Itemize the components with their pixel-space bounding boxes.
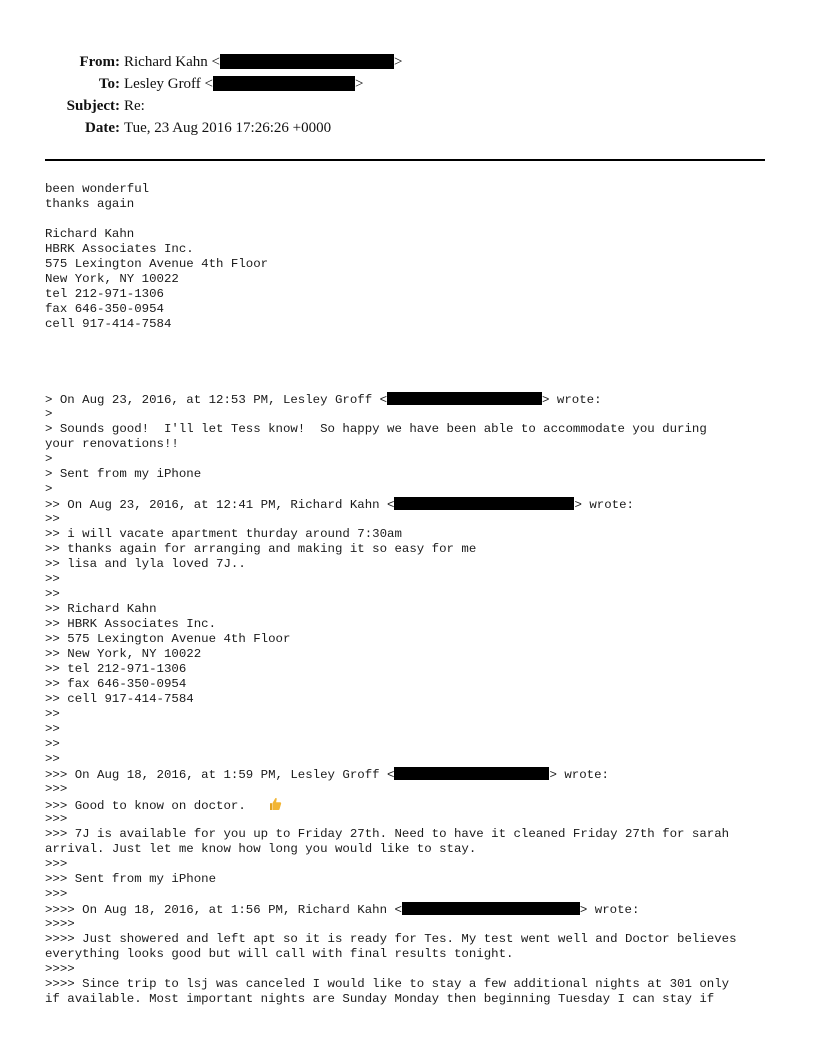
quote-line: your renovations!! [45, 437, 179, 451]
quote-line: >> cell 917-414-7584 [45, 692, 194, 706]
date-label: Date: [85, 120, 120, 136]
blank-lines [45, 332, 775, 392]
quote-line: >> tel 212-971-1306 [45, 662, 187, 676]
subject-label: Subject: [66, 98, 120, 114]
header-divider [45, 159, 765, 161]
redaction-block [387, 392, 542, 405]
quote-line: >>> [45, 812, 68, 826]
quote-line: >> [45, 752, 60, 766]
quote-line: >> thanks again for arranging and making it so easy for me [45, 542, 477, 556]
quote-line: >> New York, NY 10022 [45, 647, 202, 661]
redaction-block [220, 54, 394, 69]
quote-line: > Sent from my iPhone [45, 467, 202, 481]
to-name: Lesley Groff < [124, 76, 213, 92]
body-line: thanks again [45, 197, 135, 211]
quote-line-text: >>> Good to know on doctor. [45, 799, 261, 813]
from-name: Richard Kahn < [124, 54, 220, 70]
blank-line [45, 212, 775, 227]
quote-line: >> [45, 737, 60, 751]
quote-line: >>> Sent from my iPhone [45, 872, 217, 886]
signature-block [45, 227, 775, 332]
date-row [0, 118, 816, 138]
from-close: > [393, 54, 403, 70]
quote-line: >> i will vacate apartment thurday around 7:30am [45, 527, 402, 541]
quote-line: >>> [45, 887, 68, 901]
redaction-block [394, 497, 574, 510]
quote-line: >>>> [45, 962, 75, 976]
quote-intro-wrote: > wrote: [542, 393, 602, 407]
quote-line: >>>> Since trip to lsj was canceled I would like to stay a few additional nights at 301 only [45, 977, 730, 991]
quote-intro-text: >> On Aug 23, 2016, at 12:41 PM, Richard Kahn < [45, 498, 395, 512]
signature-name: Richard Kahn [45, 227, 135, 241]
quote-line: >> HBRK Associates Inc. [45, 617, 217, 631]
quote-line: > Sounds good! I'll let Tess know! So happy we have been able to accommodate you during [45, 422, 707, 436]
quoted-message-3 [45, 767, 775, 902]
quote-intro-text: >>> On Aug 18, 2016, at 1:59 PM, Lesley Groff < [45, 768, 395, 782]
quote-line: >>> 7J is available for you up to Friday 27th. Need to have it cleaned Friday 27th for sarah [45, 827, 730, 841]
from-row [0, 52, 816, 72]
quote-line: >>>> [45, 917, 75, 931]
body-line: been wonderful [45, 182, 150, 196]
quote-line: >> Richard Kahn [45, 602, 157, 616]
quote-line: > [45, 407, 53, 421]
quote-line: arrival. Just let me know how long you would like to stay. [45, 842, 477, 856]
signature-tel: tel 212-971-1306 [45, 287, 164, 301]
to-value [124, 74, 363, 94]
signature-address: 575 Lexington Avenue 4th Floor [45, 257, 269, 271]
quote-line: >> [45, 707, 60, 721]
from-value [124, 52, 402, 72]
thumbs-up-icon [268, 797, 282, 811]
quote-line: >> [45, 722, 60, 736]
quote-line: > [45, 452, 53, 466]
redaction-block [394, 767, 549, 780]
redaction-block [213, 76, 355, 91]
email-body [45, 182, 775, 1007]
quoted-message-1 [45, 392, 775, 497]
quote-line: >> lisa and lyla loved 7J.. [45, 557, 246, 571]
quote-line: >>> [45, 782, 68, 796]
signature-city: New York, NY 10022 [45, 272, 179, 286]
quote-line: if available. Most important nights are Sunday Monday then beginning Tuesday I can stay if [45, 992, 715, 1006]
from-label: From: [79, 54, 120, 70]
signature-cell: cell 917-414-7584 [45, 317, 172, 331]
quote-intro [45, 497, 775, 512]
quote-line: > [45, 482, 53, 496]
to-close: > [355, 76, 364, 92]
quote-line: >> [45, 572, 60, 586]
email-header [0, 52, 816, 142]
subject-row [0, 96, 816, 116]
quoted-message-4 [45, 902, 775, 1007]
redaction-block [402, 902, 580, 915]
quote-line: >>> [45, 857, 68, 871]
quote-intro-wrote: > wrote: [549, 768, 609, 782]
quote-line: >>>> Just showered and left apt so it is ready for Tes. My test went well and Doctor believes [45, 932, 737, 946]
quote-line: >> fax 646-350-0954 [45, 677, 187, 691]
quote-line [45, 797, 775, 812]
subject-value: Re: [124, 98, 145, 114]
date-value: Tue, 23 Aug 2016 17:26:26 +0000 [124, 120, 332, 136]
quote-intro [45, 767, 775, 782]
quote-line: >> [45, 512, 60, 526]
to-label: To: [98, 76, 120, 92]
quote-line: everything looks good but will call with final results tonight. [45, 947, 514, 961]
signature-fax: fax 646-350-0954 [45, 302, 164, 316]
quote-line: >> [45, 587, 60, 601]
quoted-message-2 [45, 497, 775, 767]
quote-intro [45, 392, 775, 407]
quote-intro-wrote: > wrote: [579, 903, 640, 917]
quote-intro [45, 902, 775, 917]
quote-intro-text: > On Aug 23, 2016, at 12:53 PM, Lesley Groff < [45, 393, 388, 407]
to-row [0, 74, 816, 94]
quote-intro-text: >>>> On Aug 18, 2016, at 1:56 PM, Richard Kahn < [45, 903, 402, 917]
quote-line: >> 575 Lexington Avenue 4th Floor [45, 632, 291, 646]
signature-company: HBRK Associates Inc. [45, 242, 194, 256]
quote-intro-wrote: > wrote: [574, 498, 634, 512]
